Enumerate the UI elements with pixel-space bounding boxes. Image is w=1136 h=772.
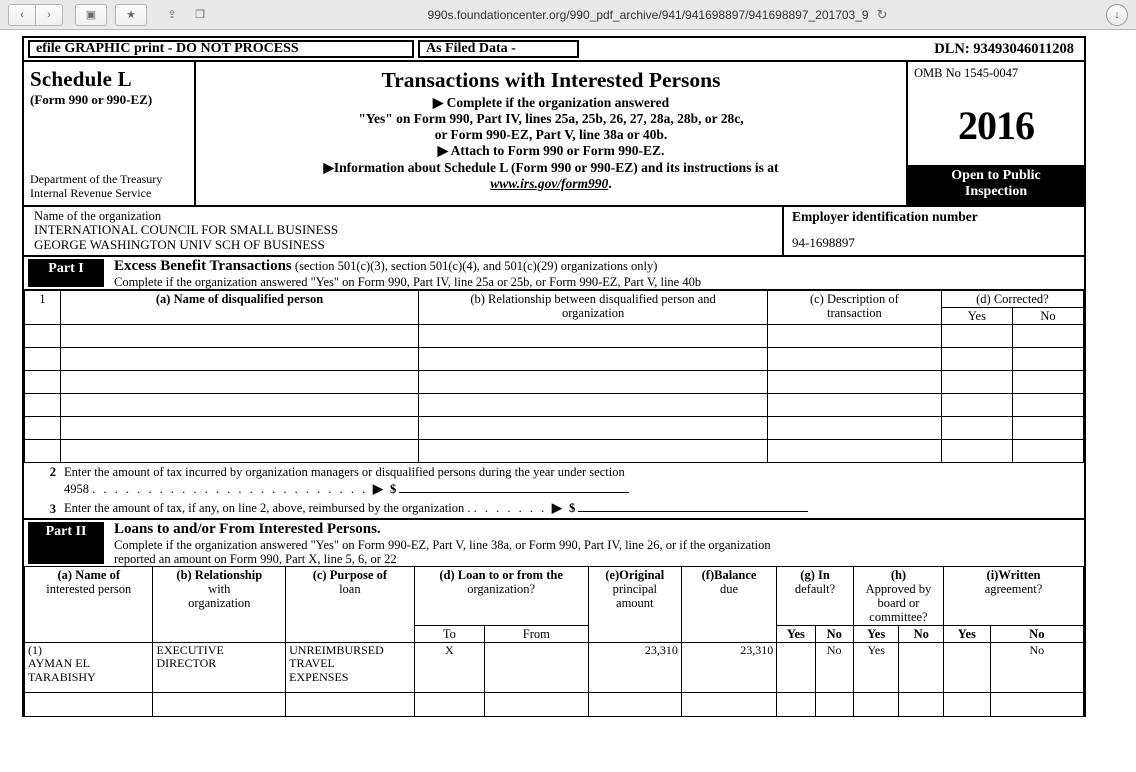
cell-num [25, 347, 61, 370]
part-2-col-i [944, 566, 1084, 625]
part-2-col-a-line-2: interested person [46, 581, 132, 596]
loan-default-no-cell: No [815, 642, 853, 692]
part-1-col-b-line-2: organization [561, 305, 625, 320]
schedule-form-number: (Form 990 or 990-EZ) [30, 91, 153, 107]
loan-balance-cell: 23,310 [681, 642, 776, 692]
part-1-lines [24, 463, 1084, 520]
part-2-col-i-line-2: agreement? [984, 581, 1043, 596]
part-2-subtitle-line-1: Complete if the organization answered "Yes" on Form 990-EZ, Part V, line 38a, or Form 990, Part IV, line 26, or if the organization [114, 537, 771, 552]
treasury-block [30, 173, 162, 201]
cell-c [767, 324, 941, 347]
cell-a [60, 416, 418, 439]
dln-value: DLN: 93493046011208 [934, 40, 1074, 57]
sidebar-icon[interactable]: ▣ [75, 4, 107, 26]
part-2-col-h [853, 566, 943, 625]
part-2-header-row [25, 566, 1084, 625]
part-2-col-i-line-1: (i)Written [986, 567, 1041, 582]
part-2-col-b-line-1: (b) Relationship [176, 567, 263, 582]
part-2-col-h-line-4: committee? [869, 609, 928, 624]
part-2-col-g-line-1: (g) In [800, 567, 830, 582]
part-1-banner [24, 257, 1084, 290]
part-1-table [24, 290, 1084, 463]
cell-num [25, 439, 61, 462]
schedule-identity [24, 62, 196, 205]
loan-approved-no-cell-empty [899, 692, 944, 716]
cell-no [1012, 439, 1083, 462]
line-2-arrow: ▶ [372, 480, 383, 496]
part-2-loan-from: From [485, 625, 589, 642]
loan-written-yes-cell [944, 642, 991, 692]
part-2-col-e-line-2: principal [612, 581, 657, 596]
omb-number: OMB No 1545-0047 [914, 66, 1019, 80]
line-2-number: 2 [49, 464, 56, 479]
loan-purpose-line-3: EXPENSES [289, 669, 349, 684]
part-1-col-a-text: (a) Name of disqualified person [155, 291, 324, 306]
line-2-row [24, 465, 1084, 479]
cell-yes [941, 370, 1012, 393]
part-1-col-c-line-1: (c) Description of [809, 291, 899, 306]
line-2-section-number: 4958 [64, 481, 89, 496]
table-row[interactable] [25, 324, 1084, 347]
organization-row [24, 207, 1084, 257]
treasury-line-1: Department of the Treasury [30, 172, 163, 187]
cell-yes [941, 393, 1012, 416]
as-filed-data-label: As Filed Data - [418, 40, 579, 58]
loan-name-cell [25, 642, 153, 692]
loan-approved-yes-cell-empty [853, 692, 899, 716]
line-2-dots: . . . . . . . . . . . . . . . . . . . . . . . . . [92, 481, 368, 496]
part-2-approved-yes: Yes [853, 625, 899, 642]
part-2-col-g-line-2: default? [794, 581, 836, 596]
part-2-col-c-line-1: (c) Purpose of [312, 567, 387, 582]
download-icon[interactable]: ↓ [1106, 4, 1128, 26]
cell-c [767, 439, 941, 462]
loan-balance-cell-empty [681, 692, 776, 716]
url-text: 990s.foundationcenter.org/990_pdf_archive/941/941698897/941698897_201703_9 [427, 7, 869, 22]
part-2-heading [104, 520, 771, 566]
schedule-name: Schedule L [30, 67, 132, 91]
part-1-row-number: 1 [25, 290, 61, 324]
line-3-dollar-sign: $ [568, 501, 576, 516]
table-row[interactable] [25, 439, 1084, 462]
part-2-written-yes: Yes [944, 625, 991, 642]
part-2-col-h-line-3: board or [877, 595, 920, 610]
loan-relationship-line-2: DIRECTOR [156, 656, 217, 671]
loan-written-no-cell-empty [990, 692, 1083, 716]
loan-to-cell-empty [414, 692, 484, 716]
loan-written-no-cell: No [990, 642, 1083, 692]
cell-a [60, 370, 418, 393]
line-3-text: Enter the amount of tax, if any, on line 2, above, reimbursed by the organization . [64, 501, 471, 516]
loan-default-yes-cell-empty [777, 692, 815, 716]
instruction-line-4: ▶ Attach to Form 990 or Form 990-EZ. [437, 143, 665, 159]
line-3-arrow: ▶ [551, 500, 562, 516]
line-2-continuation [24, 479, 1084, 497]
cell-b [419, 416, 768, 439]
part-1-tag: Part I [28, 259, 104, 287]
organization-name-line-1: INTERNATIONAL COUNCIL FOR SMALL BUSINESS [34, 222, 339, 237]
table-row[interactable] [25, 370, 1084, 393]
part-1-col-b [419, 290, 768, 324]
line-2-dollar-sign: $ [390, 481, 397, 496]
loan-from-cell-empty [485, 692, 589, 716]
cell-no [1012, 416, 1083, 439]
part-1-subtitle: Complete if the organization answered "Yes" on Form 990, Part IV, line 25a or 25b, or Form 990-EZ, Part V, line 40b [114, 274, 702, 289]
loan-approved-no-cell [899, 642, 944, 692]
part-2-col-c [286, 566, 414, 642]
part-2-default-yes: Yes [777, 625, 815, 642]
organization-label: Name of the organization [34, 209, 162, 223]
cell-b [419, 347, 768, 370]
address-bar[interactable] [215, 7, 1100, 23]
loan-purpose-line-2: TRAVEL [289, 656, 335, 671]
bookmark-icon[interactable]: ★ [115, 4, 147, 26]
loan-row-index: (1) [28, 642, 42, 657]
part-2-col-a-line-1: (a) Name of [57, 567, 120, 582]
instruction-link-row [202, 176, 900, 191]
open-to-public-line-1: Open to Public [951, 167, 1041, 183]
cell-num [25, 416, 61, 439]
instruction-line-5: ▶Information about Schedule L (Form 990 or 990-EZ) and its instructions is at [323, 159, 779, 175]
instruction-line-2: "Yes" on Form 990, Part IV, lines 25a, 25b, 26, 27, 28a, 28b, or 28c, [358, 111, 744, 127]
part-2-written-no: No [990, 625, 1083, 642]
part-2-col-d-line-2: organization? [467, 581, 536, 596]
part-2-col-e-line-3: amount [616, 595, 654, 610]
part-2-col-b-line-2: with [208, 581, 231, 596]
cell-yes [941, 347, 1012, 370]
loan-purpose-line-1: UNREIMBURSED [289, 642, 384, 657]
cell-c [767, 347, 941, 370]
part-2-col-g [777, 566, 854, 625]
cell-yes [941, 439, 1012, 462]
part-2-approved-no: No [899, 625, 944, 642]
line-3-amount-field[interactable] [578, 498, 808, 512]
browser-toolbar [0, 0, 1136, 30]
line-2-text: Enter the amount of tax incurred by organization managers or disqualified persons during the year under section [64, 464, 625, 479]
treasury-line-2: Internal Revenue Service [30, 186, 152, 201]
part-2-tag: Part II [28, 522, 104, 564]
line-2-second-line [64, 479, 1078, 497]
part-2-col-c-line-2: loan [339, 581, 361, 596]
cell-a [60, 324, 418, 347]
part-2-col-a [25, 566, 153, 642]
line-3-row [24, 498, 1084, 516]
part-2-col-e-line-1: (e)Original [605, 567, 665, 582]
cell-b [419, 439, 768, 462]
table-row[interactable] [25, 642, 1084, 692]
part-1-corrected-yes: Yes [941, 307, 1012, 324]
omb-year-block [908, 62, 1084, 205]
back-icon[interactable]: ‹ [8, 4, 36, 26]
instruction-line-3: or Form 990-EZ, Part V, line 38a or 40b. [434, 127, 668, 143]
part-1-col-a [60, 290, 418, 324]
part-2-col-h-line-2: Approved by [865, 581, 932, 596]
loan-person-name-line-1: AYMAN EL [28, 656, 90, 671]
cell-a [60, 347, 418, 370]
part-1-title: Excess Benefit Transactions [114, 258, 292, 274]
cell-yes [941, 416, 1012, 439]
part-1-col-c [767, 290, 941, 324]
ein-value: 94-1698897 [792, 235, 855, 251]
part-2-col-f-line-1: (f)Balance [701, 567, 757, 582]
form-title-block [196, 62, 908, 205]
cell-b [419, 324, 768, 347]
part-2-subtitle-line-2: reported an amount on Form 990, Part X, line 5, 6, or 22 [114, 551, 397, 566]
cell-no [1012, 347, 1083, 370]
part-2-col-e [588, 566, 681, 642]
cell-a [60, 393, 418, 416]
instruction-line-1: ▶ Complete if the organization answered [432, 95, 670, 111]
part-2-col-d [414, 566, 588, 625]
irs-form990-link[interactable]: www.irs.gov/form990 [490, 175, 609, 191]
part-2-default-no: No [815, 625, 853, 642]
loan-purpose-cell [286, 642, 414, 692]
organization-name-line-2: GEORGE WASHINGTON UNIV SCH OF BUSINESS [34, 236, 325, 252]
irs-schedule-l-form [22, 36, 1086, 717]
line-3-number: 3 [49, 501, 56, 516]
loan-approved-yes-cell: Yes [853, 642, 899, 692]
forward-icon[interactable]: › [36, 4, 63, 26]
part-1-heading [104, 257, 701, 289]
loan-relationship-cell-empty [153, 692, 286, 716]
ein-cell [784, 207, 1084, 255]
back-forward-group [8, 4, 65, 26]
loan-name-cell-empty [25, 692, 153, 716]
line-3-dots: . . . . . . . [473, 501, 547, 516]
part-1-title-rest: (section 501(c)(3), section 501(c)(4), and 501(c)(29) organizations only) [291, 259, 658, 273]
efile-header-row [24, 38, 1084, 62]
part-1-col-b-line-1: (b) Relationship between disqualified person and [470, 291, 716, 306]
cell-no [1012, 324, 1083, 347]
table-row[interactable] [25, 393, 1084, 416]
cell-no [1012, 393, 1083, 416]
loan-written-yes-cell-empty [944, 692, 991, 716]
loan-relationship-cell [153, 642, 286, 692]
cell-b [419, 370, 768, 393]
ein-label: Employer identification number [792, 209, 978, 224]
cell-no [1012, 370, 1083, 393]
tax-year: 2016 [958, 103, 1034, 148]
part-2-col-d-line-1: (d) Loan to or from the [439, 567, 563, 582]
part-1-corrected-no: No [1012, 307, 1083, 324]
pdf-viewer[interactable] [0, 30, 1136, 772]
cell-num [25, 393, 61, 416]
part-2-banner [24, 520, 1084, 566]
cell-c [767, 393, 941, 416]
form-masthead [24, 62, 1084, 207]
part-2-col-f-line-2: due [720, 581, 739, 596]
part-2-col-f [681, 566, 776, 642]
cell-c [767, 370, 941, 393]
part-2-title: Loans to and/or From Interested Persons. [114, 520, 381, 537]
cell-b [419, 393, 768, 416]
loan-from-cell [485, 642, 589, 692]
loan-default-yes-cell [777, 642, 815, 692]
form-title: Transactions with Interested Persons [381, 68, 721, 92]
open-to-public-badge [908, 165, 1084, 205]
link-period: . [608, 175, 612, 191]
part-1-col-d: (d) Corrected? [941, 290, 1083, 307]
cell-a [60, 439, 418, 462]
loan-relationship-line-1: EXECUTIVE [156, 642, 224, 657]
tabs-icon[interactable]: ❐ [195, 9, 205, 21]
table-row[interactable] [25, 692, 1084, 716]
part-1-header-row [25, 290, 1084, 307]
part-2-table [24, 566, 1084, 717]
reload-icon[interactable]: ↻ [876, 6, 888, 22]
organization-name-cell [24, 207, 784, 255]
part-2-loan-to: To [414, 625, 484, 642]
loan-person-name-line-2: TARABISHY [28, 669, 96, 684]
efile-graphic-print-label: efile GRAPHIC print - DO NOT PROCESS [28, 40, 414, 58]
cell-num [25, 324, 61, 347]
part-2-col-b [153, 566, 286, 642]
line-3-text-wrap [64, 498, 1078, 516]
table-row[interactable] [25, 416, 1084, 439]
loan-default-no-cell-empty [815, 692, 853, 716]
table-row[interactable] [25, 347, 1084, 370]
line-2-amount-field[interactable] [399, 479, 629, 493]
loan-to-cell: X [414, 642, 484, 692]
open-to-public-line-2: Inspection [964, 183, 1028, 199]
part-1-col-c-line-2: transaction [826, 305, 882, 320]
part-2-col-b-line-3: organization [188, 595, 251, 610]
loan-purpose-cell-empty [286, 692, 414, 716]
cell-yes [941, 324, 1012, 347]
cell-num [25, 370, 61, 393]
loan-principal-cell: 23,310 [588, 642, 681, 692]
share-icon[interactable]: ⇪ [167, 9, 177, 21]
part-2-col-h-line-1: (h) [890, 567, 907, 582]
cell-c [767, 416, 941, 439]
navigation-buttons [8, 4, 215, 26]
loan-principal-cell-empty [588, 692, 681, 716]
